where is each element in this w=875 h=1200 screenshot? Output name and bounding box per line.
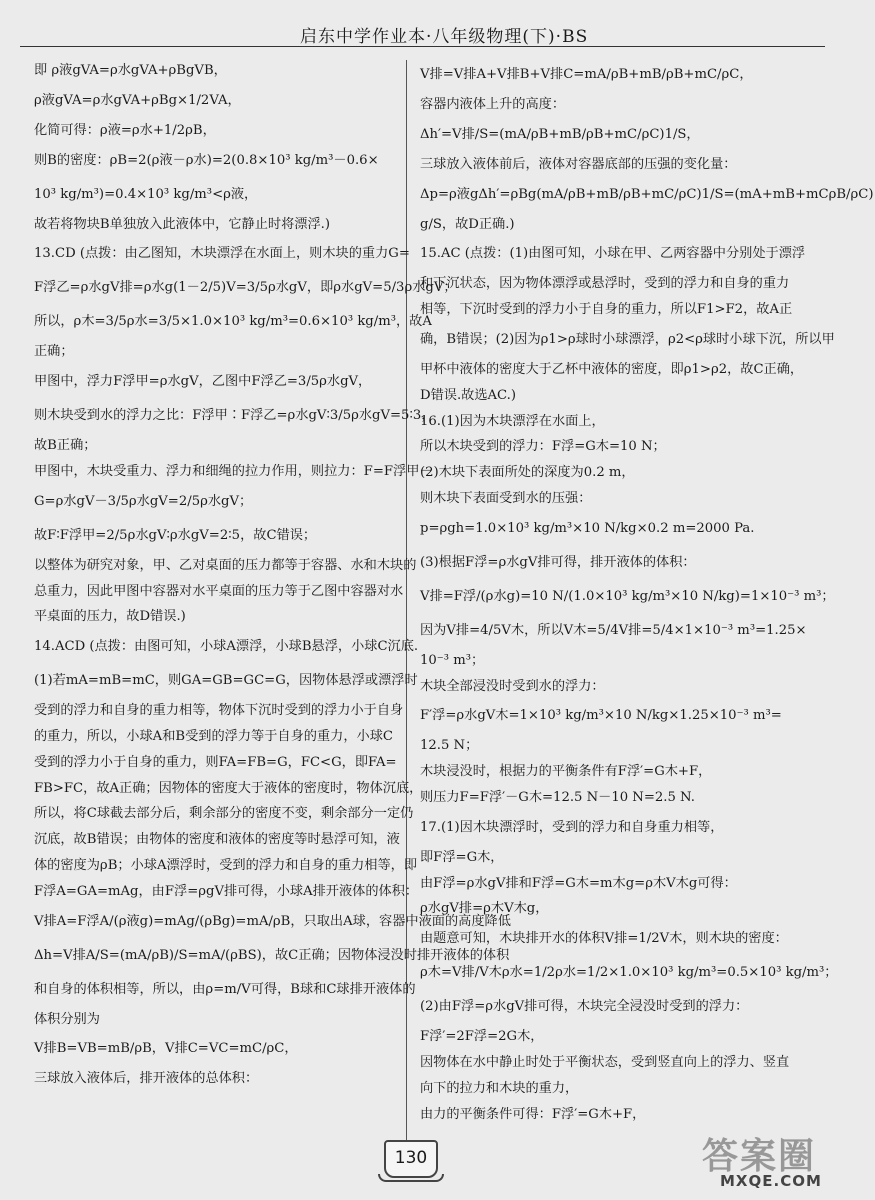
text-line: F浮乙=ρ水gV排=ρ水g(1－2/5)V=3/5ρ水gV，即ρ水gV=5/3ρ水gV； [34,280,457,296]
text-line: 故F∶F浮甲=2/5ρ水gV∶ρ水gV=2∶5，故C错误； [34,527,317,543]
text-line: 和自身的体积相等，所以，由ρ=m/V可得，B球和C球排开液体的 [34,981,416,997]
text-line: 容器内液体上升的高度： [420,97,566,112]
text-line: D错误.故选AC.) [420,387,516,403]
text-line: Δh′=V排/S=(mA/ρB+mB/ρB+mC/ρC)1/S， [420,126,700,142]
text-line: Δp=ρ液gΔh′=ρBg(mA/ρB+mB/ρB+mC/ρC)1/S=(mA+mB+mCρB/ρC) [420,186,874,202]
text-line: 故若将物块B单独放入此液体中，它静止时将漂浮.) [34,216,330,232]
text-line: 17.(1)因木块漂浮时，受到的浮力和自身重力相等， [420,819,724,835]
text-line: 受到的浮力小于自身的重力，则FA=FB=G，FC<G，即FA= [34,754,397,770]
text-line: (2)木块下表面所处的深度为0.2 m， [420,465,635,481]
text-line: 由力的平衡条件可得：F浮′=G木+F， [420,1106,646,1122]
text-line: 由F浮=ρ水gV排和F浮=G木=m木g=ρ木V木g可得： [420,875,737,891]
text-line: 木块浸没时，根据力的平衡条件有F浮′=G木+F， [420,764,712,780]
page-header [0,0,875,48]
text-line: 向下的拉力和木块的重力， [420,1080,579,1096]
text-line: 所以木块受到的浮力：F浮=G木=10 N； [420,439,666,455]
text-line: 即F浮=G木， [420,849,504,865]
text-line: 体积分别为 [34,1011,100,1027]
text-line: 15.AC (点拨：(1)由图可知，小球在甲、乙两容器中分别处于漂浮 [420,246,806,262]
text-line: (3)根据F浮=ρ水gV排可得，排开液体的体积： [420,554,696,570]
watermark-logo [702,1128,867,1194]
watermark-url: MXQE.COM [720,1172,822,1190]
text-line: 故B正确； [34,438,97,454]
text-line: 三球放入液体后，排开液体的总体积： [34,1071,259,1087]
text-line: V排B=VB=mB/ρB，V排C=VC=mC/ρC， [34,1041,298,1057]
text-line: ρ水gV排=ρ木V木g， [420,901,549,917]
text-line: V排A=F浮A/(ρ液g)=mAg/(ρBg)=mA/ρB，只取出A球，容器中液面的高度降低 [34,913,511,929]
text-line: 所以，ρ木=3/5ρ水=3/5×1.0×10³ kg/m³=0.6×10³ kg/m³，故A [34,314,432,330]
text-line: (1)若mA=mB=mC，则GA=GB=GC=G，因物体悬浮或漂浮时 [34,673,418,689]
text-line: 化简可得：ρ液=ρ水+1/2ρB， [34,122,216,138]
text-line: 则木块受到水的浮力之比：F浮甲∶F浮乙=ρ水gV∶3/5ρ水gV=5∶3， [34,408,435,424]
text-line: FB>FC，故A正确；因物体的密度大于液体的密度时，物体沉底， [34,780,423,796]
text-line: 平桌面的压力，故D错误.) [34,609,186,625]
text-line: F浮′=2F浮=2G木， [420,1029,544,1045]
text-line: 则B的密度：ρB=2(ρ液－ρ水)=2(0.8×10³ kg/m³－0.6× [34,152,379,168]
text-line: F浮A=GA=mAg，由F浮=ρgV排可得，小球A排开液体的体积： [34,883,419,899]
text-line: V排=F浮/(ρ水g)=10 N/(1.0×10³ kg/m³×10 N/kg)=1×10⁻³ m³； [420,588,835,604]
text-line: 木块全部浸没时受到水的浮力： [420,678,605,694]
text-line: (2)由F浮=ρ水gV排可得，木块完全浸没时受到的浮力： [420,999,749,1015]
header-title: 启东中学作业本·八年级物理(下)·BS [300,27,589,47]
text-line: V排=V排A+V排B+V排C=mA/ρB+mB/ρB+mC/ρC， [420,67,753,82]
text-line: 则压力F=F浮′－G木=12.5 N－10 N=2.5 N. [420,789,695,805]
watermark-text: 答案圈 [702,1136,817,1177]
text-line: F′浮=ρ水gV木=1×10³ kg/m³×10 N/kg×1.25×10⁻³ m³= [420,708,782,724]
text-line: 相等，下沉时受到的浮力小于自身的重力，所以F1>F2，故A正 [420,302,793,318]
text-line: 甲图中，木块受重力、浮力和细绳的拉力作用，则拉力：F=F浮甲－ [34,463,433,479]
text-line: 所以，将C球截去部分后，剩余部分的密度不变，剩余部分一定仍 [34,806,414,822]
text-line: 12.5 N； [420,738,479,754]
text-line: 即 ρ液gVA=ρ水gVA+ρBgVB， [34,63,227,78]
text-line: 以整体为研究对象，甲、乙对桌面的压力都等于容器、水和木块的 [34,557,417,573]
text-line: 10³ kg/m³)=0.4×10³ kg/m³<ρ液， [34,186,258,202]
text-line: 16.(1)因为木块漂浮在水面上， [420,413,605,429]
text-line: 确，B错误；(2)因为ρ1>ρ球时小球漂浮，ρ2<ρ球时小球下沉，所以甲 [420,331,835,347]
text-line: 由题意可知，木块排开水的体积V排=1/2V木，则木块的密度： [420,931,788,947]
text-line: 则木块下表面受到水的压强： [420,490,592,506]
text-line: 和下沉状态，因为物体漂浮或悬浮时，受到的浮力和自身的重力 [420,276,790,292]
text-line: 甲杯中液体的密度大于乙杯中液体的密度，即ρ1>ρ2，故C正确， [420,361,804,377]
text-line: ρ木=V排/V木ρ水=1/2ρ水=1/2×1.0×10³ kg/m³=0.5×10³ kg/m³； [420,965,838,981]
text-line: 13.CD (点拨：由乙图知，木块漂浮在水面上，则木块的重力G= [34,246,410,262]
page-number-badge [384,1140,438,1178]
text-line: 甲图中，浮力F浮甲=ρ水gV，乙图中F浮乙=3/5ρ水gV， [34,374,372,390]
right-column [420,58,874,1127]
text-line: 因物体在水中静止时处于平衡状态，受到竖直向上的浮力、竖直 [420,1054,790,1070]
text-line: 受到的浮力和自身的重力相等，物体下沉时受到的浮力小于自身 [34,703,404,719]
header-rule [20,46,825,47]
column-divider [406,60,407,1170]
text-line: 14.ACD (点拨：由图可知，小球A漂浮，小球B悬浮，小球C沉底. [34,639,419,655]
text-line: 三球放入液体前后，液体对容器底部的压强的变化量： [420,156,737,172]
page-number: 130 [394,1148,428,1168]
text-line: ρ液gVA=ρ水gVA+ρBg×1/2VA， [34,92,241,108]
text-line: 沉底，故B错误；由物体的密度和液体的密度等时悬浮可知，液 [34,832,400,848]
text-line: 体的密度为ρB；小球A漂浮时，受到的浮力和自身的重力相等，即 [34,857,418,873]
text-line: p=ρgh=1.0×10³ kg/m³×10 N/kg×0.2 m=2000 Pa. [420,520,755,536]
text-line: Δh=V排A/S=(mA/ρB)/S=mA/(ρBS)，故C正确；因物体浸没时排开液体的体积 [34,947,510,963]
text-line: 总重力，因此甲图中容器对水平桌面的压力等于乙图中容器对水 [34,583,404,599]
text-line: 正确； [34,344,74,360]
text-line: G=ρ水gV－3/5ρ水gV=2/5ρ水gV； [34,493,253,509]
text-line: 因为V排=4/5V木，所以V木=5/4V排=5/4×1×10⁻³ m³=1.25× [420,622,807,638]
text-line: g/S，故D正确.) [420,216,515,232]
text-line: 的重力，所以，小球A和B受到的浮力等于自身的重力，小球C [34,728,393,744]
text-line: 10⁻³ m³； [420,652,485,668]
